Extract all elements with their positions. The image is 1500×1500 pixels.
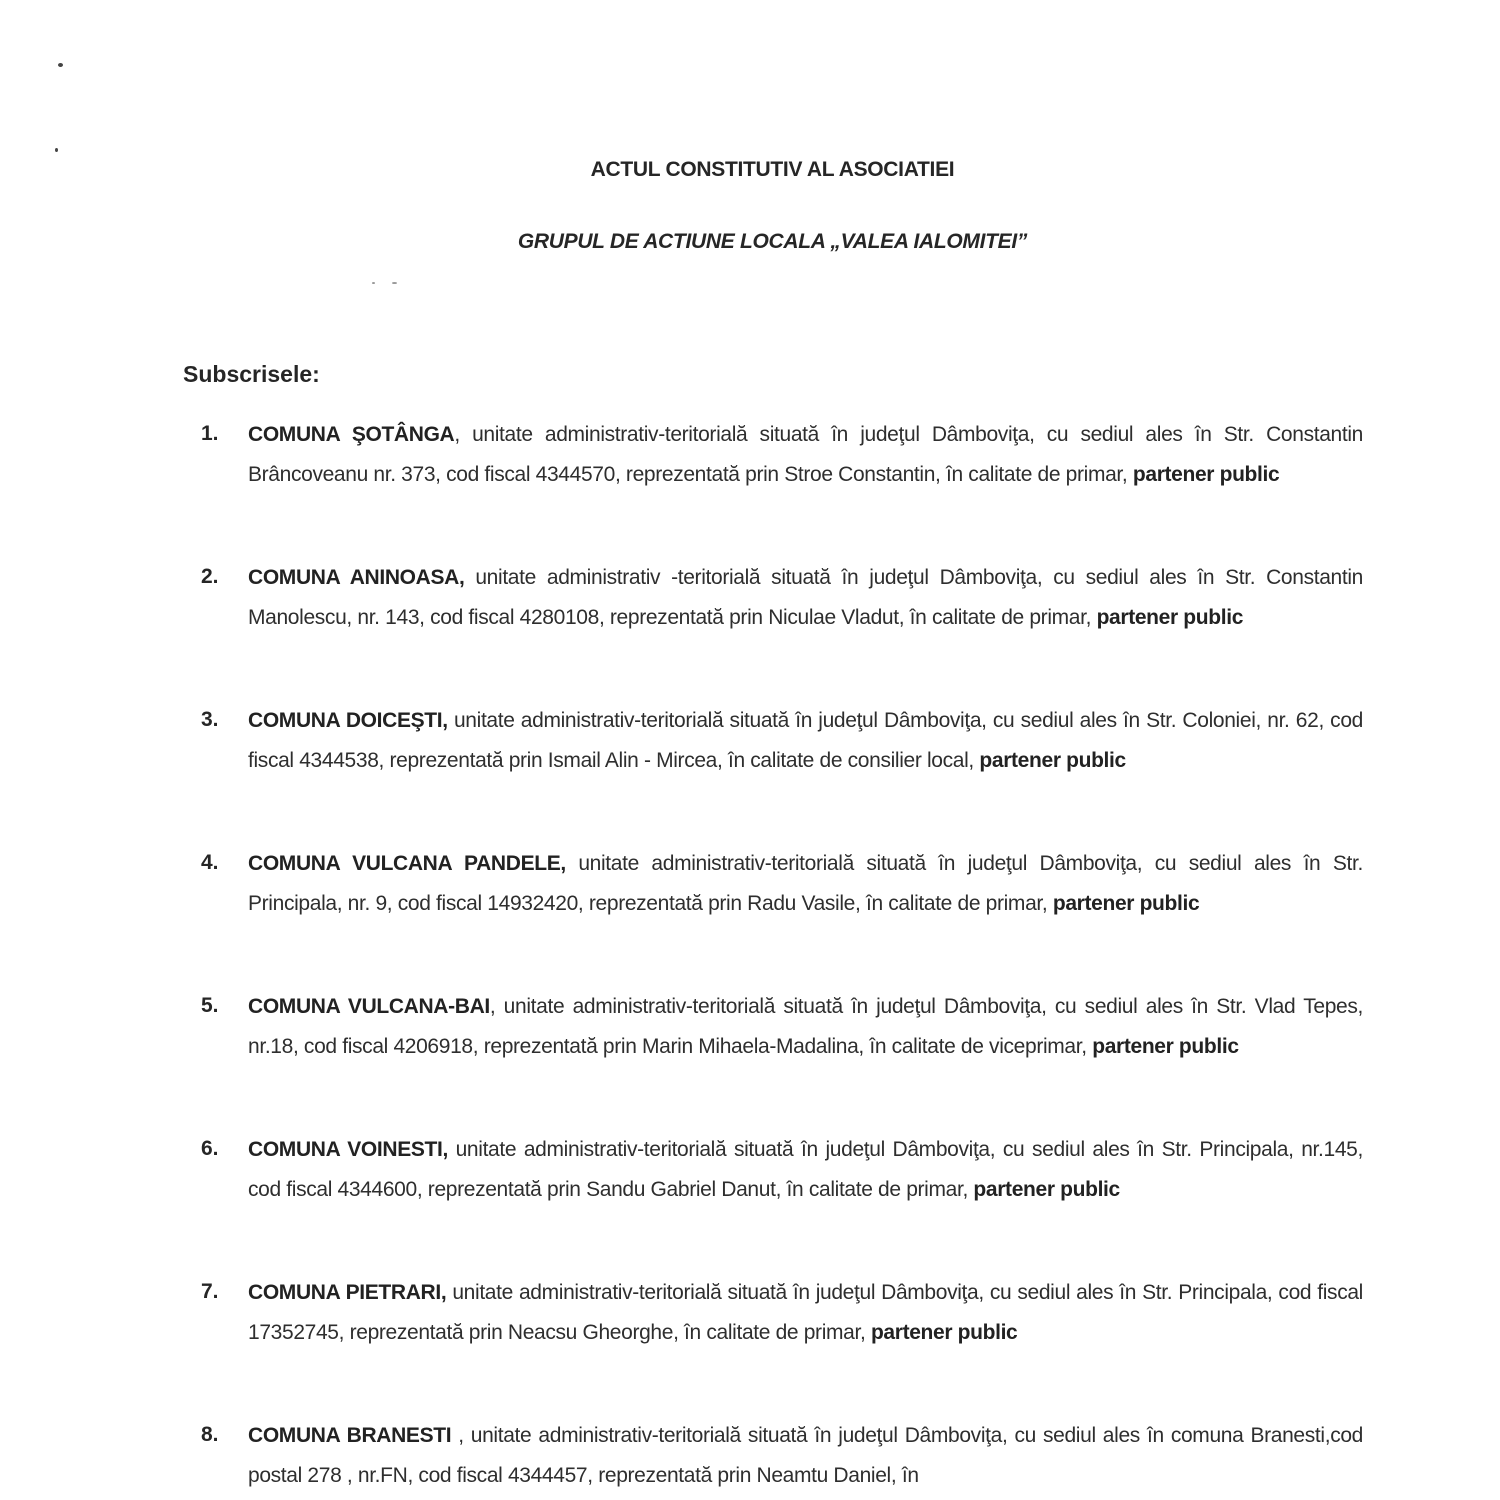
- item-name: COMUNA ŞOTÂNGA: [248, 423, 455, 446]
- item-number: 8.: [201, 1423, 219, 1446]
- item-number: 2.: [201, 565, 219, 588]
- item-role: partener public: [1132, 463, 1280, 486]
- item-number: 4.: [201, 851, 219, 874]
- item-number: 7.: [201, 1280, 219, 1303]
- item-role: partener public: [1092, 1035, 1239, 1058]
- item-role: partener public: [973, 1178, 1120, 1201]
- intro-label: Subscrisele:: [183, 361, 320, 387]
- item-role: partener public: [1096, 606, 1244, 629]
- item-name: COMUNA PIETRARI,: [248, 1281, 447, 1304]
- item-name: COMUNA BRANESTI: [248, 1424, 452, 1447]
- item-number: 5.: [201, 994, 219, 1017]
- item-text: , unitate administrativ-teritorială situată în judeţul Dâmboviţa, cu sediul ales în Str. Vlad Tepes, nr.18, cod fiscal 4206918, reprezentată prin Marin Mihaela-Madalina, în calitate de viceprimar,: [248, 995, 1364, 1058]
- item-role: partener public: [1052, 892, 1200, 915]
- item-name: COMUNA VULCANA PANDELE,: [248, 852, 566, 875]
- item-name: COMUNA DOICEŞTI,: [248, 709, 448, 732]
- item-number: 3.: [201, 708, 219, 731]
- item-name: COMUNA ANINOASA,: [248, 566, 465, 589]
- item-text: unitate administrativ-teritorială situată în judeţul Dâmboviţa, cu sediul ales în Str. Principala, cod fiscal 17352745, reprezentată prin Neacsu Gheorghe, în calitate de primar,: [248, 1281, 1363, 1344]
- scan-speck: [372, 282, 375, 284]
- item-text: unitate administrativ-teritorială situată în judeţul Dâmboviţa, cu sediul ales în Str. Principala, nr. 9, cod fiscal 14932420, reprezentată prin Radu Vasile, în calitate de primar,: [248, 852, 1363, 915]
- item-role: partener public: [870, 1321, 1018, 1344]
- item-text: , unitate administrativ-teritorială situată în judeţul Dâmboviţa, cu sediul ales în comuna Branesti,cod postal 278 , nr.FN, cod fiscal 4344457, reprezentată prin Neamtu Daniel, în: [248, 1424, 1363, 1487]
- item-text: unitate administrativ -teritorială situată în judeţul Dâmboviţa, cu sediul ales în Str. Constantin Manolescu, nr. 143, cod fiscal 4280108, reprezentată prin Niculae Vladut, în calitate de primar,: [248, 566, 1363, 629]
- scan-speck: [55, 148, 58, 152]
- item-name: COMUNA VULCANA-BAI: [248, 995, 490, 1018]
- document-title: ACTUL CONSTITUTIV AL ASOCIATIEI: [590, 158, 955, 181]
- item-text: unitate administrativ-teritorială situată în judeţul Dâmboviţa, cu sediul ales în Str. Coloniei, nr. 62, cod fiscal 4344538, reprezentată prin Ismail Alin - Mircea, în calitate de consilier local,: [248, 709, 1363, 772]
- item-role: partener public: [979, 749, 1126, 772]
- item-text: unitate administrativ-teritorială situată în judeţul Dâmboviţa, cu sediul ales în Str. Principala, nr.145, cod fiscal 4344600, reprezentată prin Sandu Gabriel Danut, în calitate de primar,: [248, 1138, 1363, 1201]
- item-text: , unitate administrativ-teritorială situată în judeţul Dâmboviţa, cu sediul ales în Str. Constantin Brâncoveanu nr. 373, cod fiscal 4344570, reprezentată prin Stroe Constantin, în calitate de primar,: [248, 423, 1363, 486]
- item-number: 6.: [201, 1137, 219, 1160]
- scan-speck: [58, 63, 63, 67]
- item-number: 1.: [201, 422, 219, 445]
- document-subtitle: GRUPUL DE ACTIUNE LOCALA „VALEA IALOMITEI”: [517, 230, 1028, 253]
- scan-speck: [392, 282, 397, 284]
- item-name: COMUNA VOINESTI,: [248, 1138, 448, 1161]
